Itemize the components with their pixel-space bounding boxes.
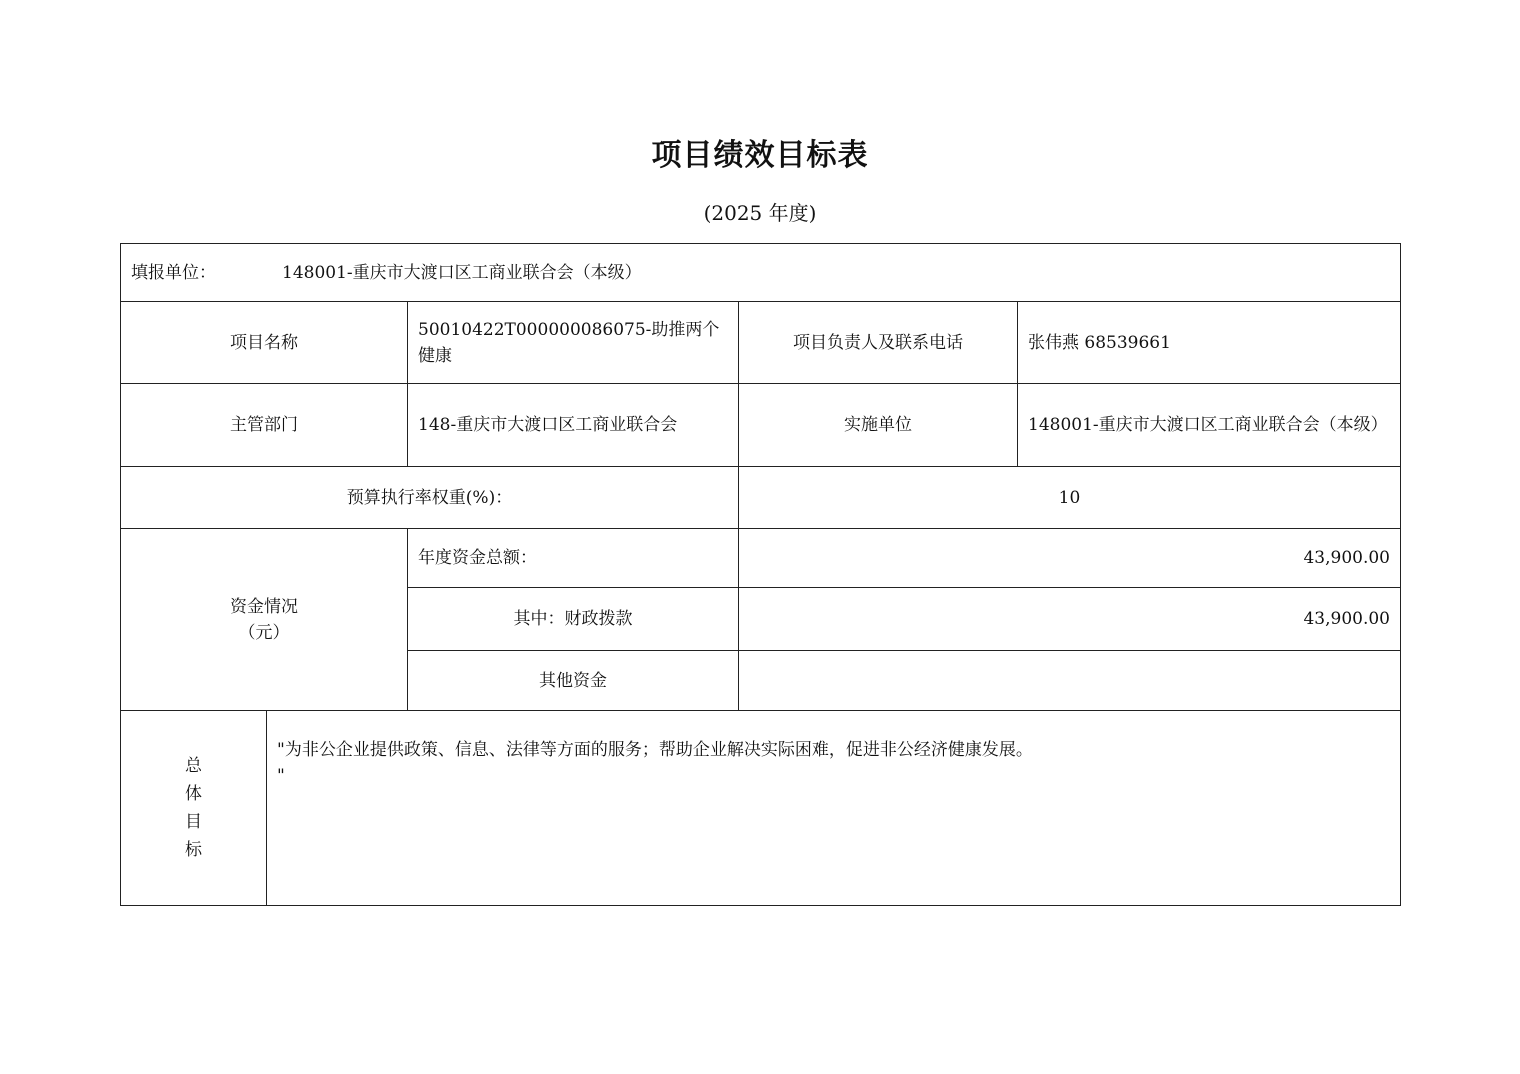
funds-other-value bbox=[739, 651, 1401, 711]
project-owner-label: 项目负责人及联系电话 bbox=[739, 302, 1018, 384]
dept-value: 148-重庆市大渡口区工商业联合会 bbox=[408, 384, 739, 467]
report-unit-value: 148001-重庆市大渡口区工商业联合会（本级） bbox=[282, 262, 642, 283]
impl-unit-value: 148001-重庆市大渡口区工商业联合会（本级） bbox=[1018, 384, 1401, 467]
project-name-label: 项目名称 bbox=[121, 302, 408, 384]
report-unit-row bbox=[121, 244, 1401, 302]
report-unit-cell bbox=[121, 244, 1401, 302]
funds-fiscal-label: 其中：财政拨款 bbox=[408, 588, 739, 651]
overall-goal-char: 总 bbox=[185, 756, 202, 776]
overall-goal-text: "为非公企业提供政策、信息、法律等方面的服务；帮助企业解决实际困难，促进非公经济健康发展。 " bbox=[267, 711, 1401, 906]
project-name-value: 50010422T000000086075-助推两个健康 bbox=[408, 302, 739, 384]
overall-goal-char: 体 bbox=[185, 784, 202, 804]
impl-unit-label: 实施单位 bbox=[739, 384, 1018, 467]
funds-total-label: 年度资金总额： bbox=[408, 529, 739, 588]
funds-other-label: 其他资金 bbox=[408, 651, 739, 711]
funds-total-row bbox=[121, 529, 1401, 588]
dept-label: 主管部门 bbox=[121, 384, 408, 467]
budget-rate-label: 预算执行率权重(%)： bbox=[121, 467, 739, 529]
overall-goal-label bbox=[121, 711, 267, 906]
overall-goal-row bbox=[121, 711, 1401, 906]
project-row bbox=[121, 302, 1401, 384]
project-owner-value: 张伟燕 68539661 bbox=[1018, 302, 1401, 384]
funds-unit: （元） bbox=[238, 622, 290, 643]
overall-goal-char: 标 bbox=[185, 840, 202, 860]
funds-fiscal-value: 43,900.00 bbox=[739, 588, 1401, 651]
page-title: 项目绩效目标表 bbox=[651, 138, 869, 173]
performance-target-table bbox=[120, 243, 1401, 906]
budget-rate-value: 10 bbox=[739, 467, 1401, 529]
department-row bbox=[121, 384, 1401, 467]
funds-label: 资金情况 bbox=[230, 596, 298, 617]
budget-rate-row bbox=[121, 467, 1401, 529]
page-subtitle-year: (2025 年度) bbox=[703, 201, 817, 225]
funds-total-value: 43,900.00 bbox=[739, 529, 1401, 588]
overall-goal-char: 目 bbox=[185, 812, 202, 832]
report-unit-label: 填报单位： bbox=[131, 262, 216, 283]
funds-label-cell bbox=[121, 529, 408, 711]
